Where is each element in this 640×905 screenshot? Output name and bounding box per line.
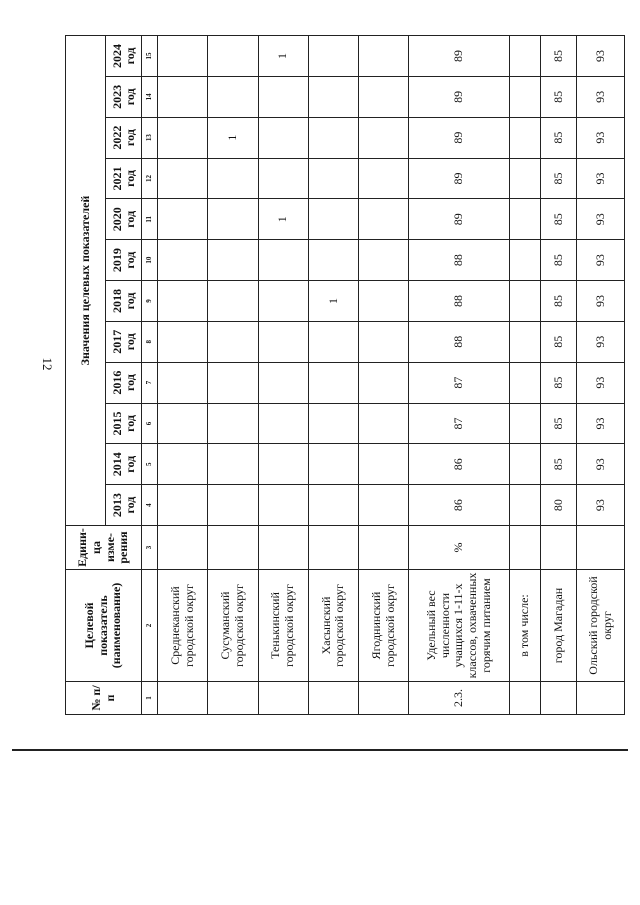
row-value-2014 <box>359 444 409 485</box>
target-indicators-table <box>65 35 625 715</box>
row-value-2018: 93 <box>577 281 625 322</box>
row-value-2019 <box>308 240 358 281</box>
header-year-1: 2014 год <box>106 444 142 485</box>
row-value-2019 <box>208 240 258 281</box>
column-numbers-row <box>142 36 158 715</box>
row-value-2020 <box>158 199 208 240</box>
row-value-2024 <box>158 36 208 77</box>
row-value-2017 <box>359 321 409 362</box>
row-value-2021 <box>208 158 258 199</box>
header-year-2: 2015 год <box>106 403 142 444</box>
row-value-2019 <box>509 240 540 281</box>
header-year-4: 2017 год <box>106 321 142 362</box>
row-value-2016 <box>158 362 208 403</box>
row-value-2016 <box>509 362 540 403</box>
header-year-3: 2016 год <box>106 362 142 403</box>
row-value-2022 <box>509 117 540 158</box>
row-value-2020: 85 <box>541 199 577 240</box>
row-name: город Магадан <box>541 570 577 682</box>
row-num <box>509 682 540 715</box>
row-value-2022: 93 <box>577 117 625 158</box>
row-value-2015: 87 <box>409 403 510 444</box>
row-value-2016 <box>359 362 409 403</box>
row-name: Ольский городской округ <box>577 570 625 682</box>
row-value-2021 <box>509 158 540 199</box>
row-value-2013 <box>308 485 358 526</box>
header-values-title: Значения целевых показателей <box>66 36 106 526</box>
row-value-2024 <box>208 36 258 77</box>
header-year-7: 2020 год <box>106 199 142 240</box>
row-value-2014 <box>308 444 358 485</box>
row-value-2023: 85 <box>541 76 577 117</box>
row-value-2023: 89 <box>409 76 510 117</box>
table-row <box>359 36 409 715</box>
horizontal-rule <box>12 749 628 751</box>
row-unit <box>308 526 358 570</box>
row-value-2014: 93 <box>577 444 625 485</box>
row-value-2013 <box>509 485 540 526</box>
row-value-2017 <box>509 321 540 362</box>
row-value-2015 <box>359 403 409 444</box>
row-num <box>541 682 577 715</box>
row-value-2022 <box>258 117 308 158</box>
row-value-2020: 93 <box>577 199 625 240</box>
row-value-2021 <box>308 158 358 199</box>
table-row <box>409 36 510 715</box>
header-unit: Едини-ца изме-рения <box>66 526 142 570</box>
row-value-2014 <box>258 444 308 485</box>
table-row <box>509 36 540 715</box>
column-number-14: 15 <box>142 36 158 77</box>
header-year-11: 2024 год <box>106 36 142 77</box>
row-unit <box>258 526 308 570</box>
row-value-2014: 86 <box>409 444 510 485</box>
row-value-2017 <box>158 321 208 362</box>
rotated-table-container <box>65 35 625 715</box>
table-row <box>208 36 258 715</box>
row-value-2018 <box>258 281 308 322</box>
row-value-2017: 85 <box>541 321 577 362</box>
row-value-2013 <box>359 485 409 526</box>
row-num <box>359 682 409 715</box>
row-value-2019: 93 <box>577 240 625 281</box>
row-value-2013: 80 <box>541 485 577 526</box>
row-value-2020 <box>509 199 540 240</box>
row-value-2014 <box>208 444 258 485</box>
row-value-2021: 85 <box>541 158 577 199</box>
row-num <box>258 682 308 715</box>
row-value-2024: 85 <box>541 36 577 77</box>
row-value-2019: 88 <box>409 240 510 281</box>
row-name: в том числе: <box>509 570 540 682</box>
row-name: Среднеканский городской округ <box>158 570 208 682</box>
table-body <box>158 36 625 715</box>
row-value-2016: 87 <box>409 362 510 403</box>
row-num <box>577 682 625 715</box>
row-value-2013: 93 <box>577 485 625 526</box>
row-value-2023 <box>158 76 208 117</box>
row-value-2014 <box>509 444 540 485</box>
header-year-6: 2019 год <box>106 240 142 281</box>
header-name: Целевой показатель (наименование) <box>66 570 142 682</box>
row-unit <box>577 526 625 570</box>
table-row <box>158 36 208 715</box>
row-value-2015 <box>158 403 208 444</box>
row-value-2020 <box>308 199 358 240</box>
row-value-2021 <box>158 158 208 199</box>
column-number-13: 14 <box>142 76 158 117</box>
row-value-2015 <box>258 403 308 444</box>
header-year-0: 2013 год <box>106 485 142 526</box>
row-unit <box>359 526 409 570</box>
table-row <box>577 36 625 715</box>
column-number-4: 5 <box>142 444 158 485</box>
column-number-5: 6 <box>142 403 158 444</box>
row-value-2024: 93 <box>577 36 625 77</box>
row-unit <box>541 526 577 570</box>
row-value-2020: 1 <box>258 199 308 240</box>
column-number-0: 1 <box>142 682 158 715</box>
header-year-9: 2022 год <box>106 117 142 158</box>
row-value-2024: 1 <box>258 36 308 77</box>
row-value-2023 <box>258 76 308 117</box>
row-value-2016: 93 <box>577 362 625 403</box>
row-value-2022: 89 <box>409 117 510 158</box>
row-value-2013 <box>258 485 308 526</box>
row-name: Хасынский городской округ <box>308 570 358 682</box>
column-number-2: 3 <box>142 526 158 570</box>
row-value-2023 <box>208 76 258 117</box>
row-value-2015 <box>208 403 258 444</box>
header-year-8: 2021 год <box>106 158 142 199</box>
row-num: 2.3. <box>409 682 510 715</box>
row-value-2017: 88 <box>409 321 510 362</box>
row-num <box>208 682 258 715</box>
row-value-2018 <box>208 281 258 322</box>
header-year-5: 2018 год <box>106 281 142 322</box>
column-number-12: 13 <box>142 117 158 158</box>
row-value-2023 <box>509 76 540 117</box>
column-number-6: 7 <box>142 362 158 403</box>
row-value-2018 <box>158 281 208 322</box>
column-number-7: 8 <box>142 321 158 362</box>
column-number-10: 11 <box>142 199 158 240</box>
row-value-2021 <box>258 158 308 199</box>
row-num <box>158 682 208 715</box>
row-value-2018: 85 <box>541 281 577 322</box>
row-unit: % <box>409 526 510 570</box>
row-value-2021: 89 <box>409 158 510 199</box>
row-value-2022 <box>359 117 409 158</box>
row-value-2023: 93 <box>577 76 625 117</box>
column-number-9: 10 <box>142 240 158 281</box>
row-value-2022: 85 <box>541 117 577 158</box>
row-unit <box>158 526 208 570</box>
row-value-2017: 93 <box>577 321 625 362</box>
row-value-2019 <box>158 240 208 281</box>
row-value-2016: 85 <box>541 362 577 403</box>
row-value-2018: 88 <box>409 281 510 322</box>
row-value-2019: 85 <box>541 240 577 281</box>
header-row-top <box>66 36 106 715</box>
row-value-2013 <box>208 485 258 526</box>
row-value-2021: 93 <box>577 158 625 199</box>
row-value-2019 <box>359 240 409 281</box>
row-value-2018 <box>509 281 540 322</box>
row-value-2017 <box>258 321 308 362</box>
row-value-2020: 89 <box>409 199 510 240</box>
row-value-2024 <box>509 36 540 77</box>
page-number: 12 <box>40 357 55 371</box>
row-value-2024 <box>359 36 409 77</box>
row-value-2018 <box>359 281 409 322</box>
row-name: Тенькинский городской округ <box>258 570 308 682</box>
row-value-2019 <box>258 240 308 281</box>
row-value-2017 <box>308 321 358 362</box>
row-value-2024: 89 <box>409 36 510 77</box>
row-value-2016 <box>258 362 308 403</box>
table-row <box>308 36 358 715</box>
row-value-2022 <box>308 117 358 158</box>
row-value-2016 <box>208 362 258 403</box>
row-value-2023 <box>308 76 358 117</box>
row-value-2015 <box>308 403 358 444</box>
row-value-2020 <box>208 199 258 240</box>
header-num: № п/п <box>66 682 142 715</box>
row-value-2015: 85 <box>541 403 577 444</box>
row-value-2022 <box>158 117 208 158</box>
row-value-2021 <box>359 158 409 199</box>
column-number-1: 2 <box>142 570 158 682</box>
column-number-3: 4 <box>142 485 158 526</box>
row-value-2022: 1 <box>208 117 258 158</box>
column-number-8: 9 <box>142 281 158 322</box>
table-row <box>258 36 308 715</box>
row-value-2020 <box>359 199 409 240</box>
row-value-2023 <box>359 76 409 117</box>
row-name: Ягоднинский городской округ <box>359 570 409 682</box>
column-number-11: 12 <box>142 158 158 199</box>
row-num <box>308 682 358 715</box>
row-value-2018: 1 <box>308 281 358 322</box>
table-row <box>541 36 577 715</box>
row-value-2015: 93 <box>577 403 625 444</box>
row-value-2016 <box>308 362 358 403</box>
row-value-2014 <box>158 444 208 485</box>
row-name: Сусуманский городской округ <box>208 570 258 682</box>
header-year-10: 2023 год <box>106 76 142 117</box>
row-value-2015 <box>509 403 540 444</box>
row-value-2014: 85 <box>541 444 577 485</box>
row-unit <box>208 526 258 570</box>
row-name: Удельный вес численности учащихся 1-11-х классов, охваченных горячим питанием <box>409 570 510 682</box>
row-value-2017 <box>208 321 258 362</box>
row-value-2013: 86 <box>409 485 510 526</box>
row-value-2013 <box>158 485 208 526</box>
row-value-2024 <box>308 36 358 77</box>
row-unit <box>509 526 540 570</box>
